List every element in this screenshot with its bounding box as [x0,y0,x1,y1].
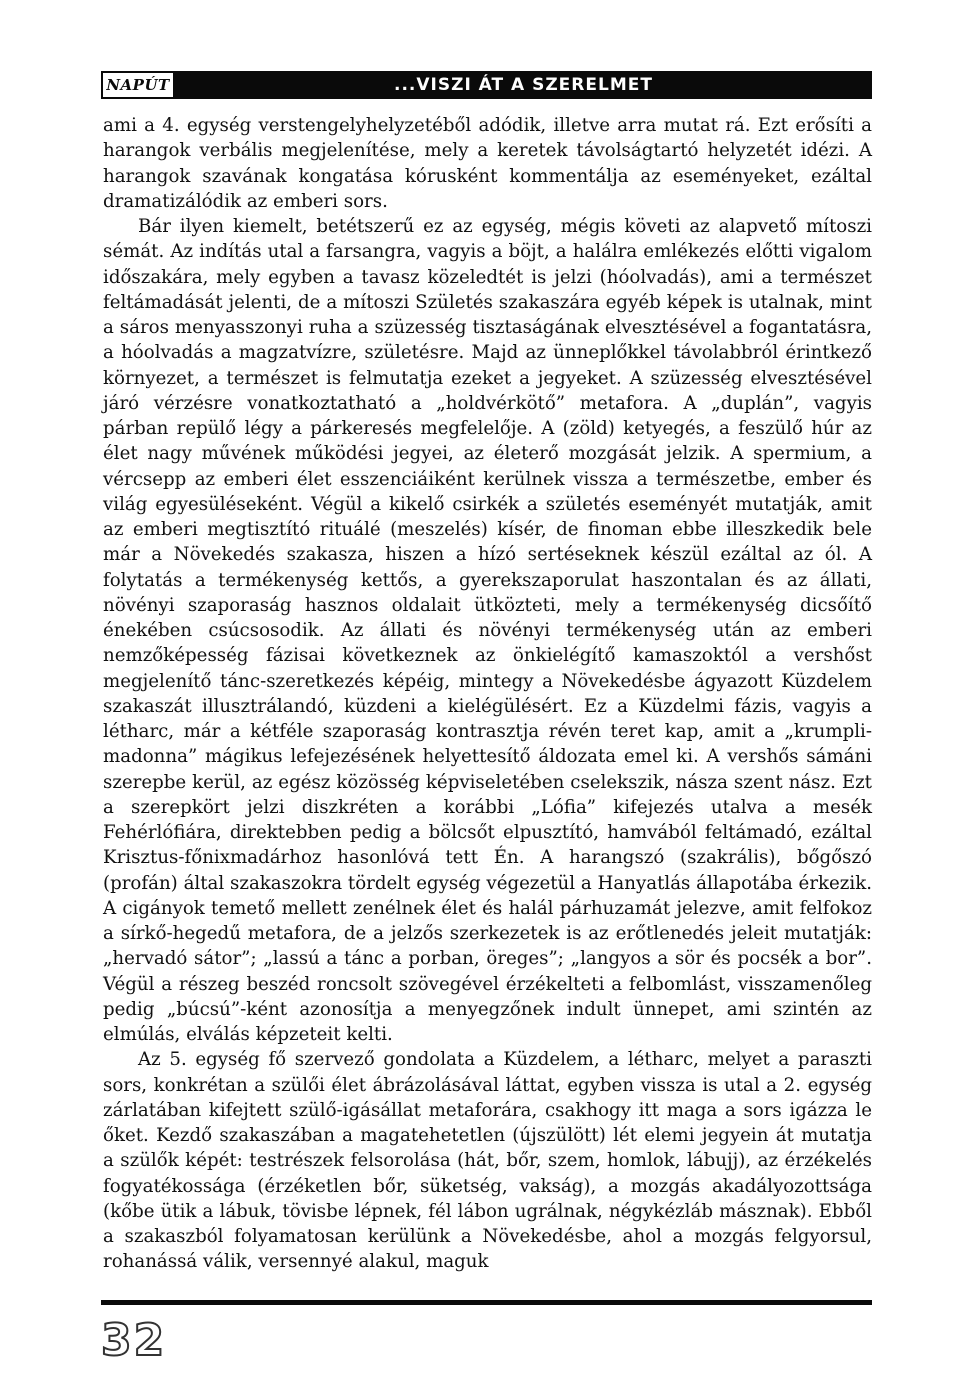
paragraph: Bár ilyen kiemelt, betétszerű ez az egység, mégis követi az alapvető mítoszi sémát. Az indítás utal a farsangra, vagyis a böjt, a halálra emlékezés előtti vigalom időszakára, mely egyben a tavasz közeledtét is jelzi (hóolvadás), ami a természet feltámadását jelenti, de a mítoszi Születés szakaszára egyéb képek is utalnak, mint a sáros menyasszonyi ruha a szüzesség tisztaságának elvesztésével a fogantatásra, a hóolvadás a magzatvízre, születésre. Majd az ünneplőkkel távolabbról érintkező környezet, a természet is felmutatja ezeket a jegyeket. A szüzesség elvesztésével járó vérzésre vonatkoztatható a „holdvérkötő” metafora. A „duplán”, vagyis párban repülő légy a párkeresés megfelelője. A (zöld) ketyegés, a feszülő húr az élet nagy művének működési jegyei, az életerő mozgását jelzik. A spermium, a vércsepp az emberi élet esszenciáiként kerülnek vissza a természetbe, ember és világ egyesüléseként. Végül a kikelő csirkék a születés eseményét mutatják, amit az emberi megtisztító rituálé (meszelés) kísér, de finoman ebbe illeszkedik bele már a Növekedés szakasza, hiszen a hízó sertéseknek készül ezáltal az ól. A folytatás a termékenység kettős, a gyerekszaporulat haszontalan és az állati, növényi szaporaság hasznos oldalait ütközteti, mely a termékenység dicsőítő énekében csúcsosodik. Az állati és növényi termékenység után az emberi nemzőképesség fázisai következnek az önkielégítő kamaszoktól a vershőst megjelenítő tánc-szeretkezés képéig, mintegy a Növekedésbe ágyazott Küzdelem szakaszát illusztrálandó, küzdeni a kielégülésért. Ez a Küzdelmi fázis, vagyis a létharc, már a kétféle szaporaság kontrasztja révén teret kap, amit a „krumpli-madonna” mágikus lefejezésének helyettesítő áldozata emel ki. A vershős sámáni szerepbe kerül, az egész közösség képviseletében cselekszik, násza szent nász. Ezt a szerepkört jelzi diszkréten a korábbi „Lófia” kifejezés utalva a mesék Fehérlófiára, direktebben pedig a bölcsőt elpusztító, hamvából feltámadó, ezáltal Krisztus-főnixmadárhoz hasonlóvá tett Én. A harangszó (szakrális), bőgőszó (profán) által szakaszokra tördelt egység végezetül a Hanyatlás állapotába érkezik. A cigányok temető mellett zenélnek élet és halál párhuzamát jelezve, amit felfokoz a sírkő-hegedű metafora, de a jelzős szerkezetek is az erőtlenedés jeleit mutatják: „hervadó sátor”; „lassú a tánc a porban, öreges”; „langyos a sör és pocsék a bor”. Végül a részeg beszéd roncsolt szövegével érzékelteti a felbomlást, visszamenőleg pedig „búcsú”-ként azonosítja a menyegzőnek indult ünnepet, ami szintén az elmúlás, elválás képzeteit kelti. [103,216,872,1045]
running-header [101,71,872,99]
paragraph: Az 5. egység fő szervező gondolata a Küzdelem, a létharc, melyet a paraszti sors, konkrétan a szülői élet ábrázolásával láttat, egyben vissza is utal a 2. egység zárlatában kifejtett szülő-igásállat metaforára, csakhogy itt maga a sors igázza le őket. Kezdő szakaszában a magatehetetlen (újszülött) lét elemi jegyein át mutatja a szülők képét: testrészek felsorolása (hát, bőr, szem, homlok, lábujj), az érzékelés fogyatékossága (érzéketlen bőr, süketség, vakság), a mozgás akadályozottsága (kőbe ütik a lábuk, tövisbe lépnek, fél lábon ugrálnak, négykézláb másznak). Ebből a szakaszból folyamatosan kerülünk a Növekedésbe, ahol a mozgás felgyorsul, rohanássá válik, versennyé alakul, maguk [103,1049,872,1273]
article-body [103,113,872,1275]
paragraph: ami a 4. egység verstengelyhelyzetéből adódik, illetve arra mutat rá. Ezt erősíti a harangok verbális megjelenítése, mely a keretek távolságtartó helyzetét idézi. A harangok szavának kongatása kórusként kommentálja az eseményeket, ezáltal dramatizálódik az emberi sors. [103,115,872,212]
running-title: ...VISZI ÁT A SZERELMET [394,75,653,95]
page-number: 32 [101,1315,167,1366]
journal-logo: NAPÚT [101,71,175,99]
footer-rule [101,1300,872,1305]
